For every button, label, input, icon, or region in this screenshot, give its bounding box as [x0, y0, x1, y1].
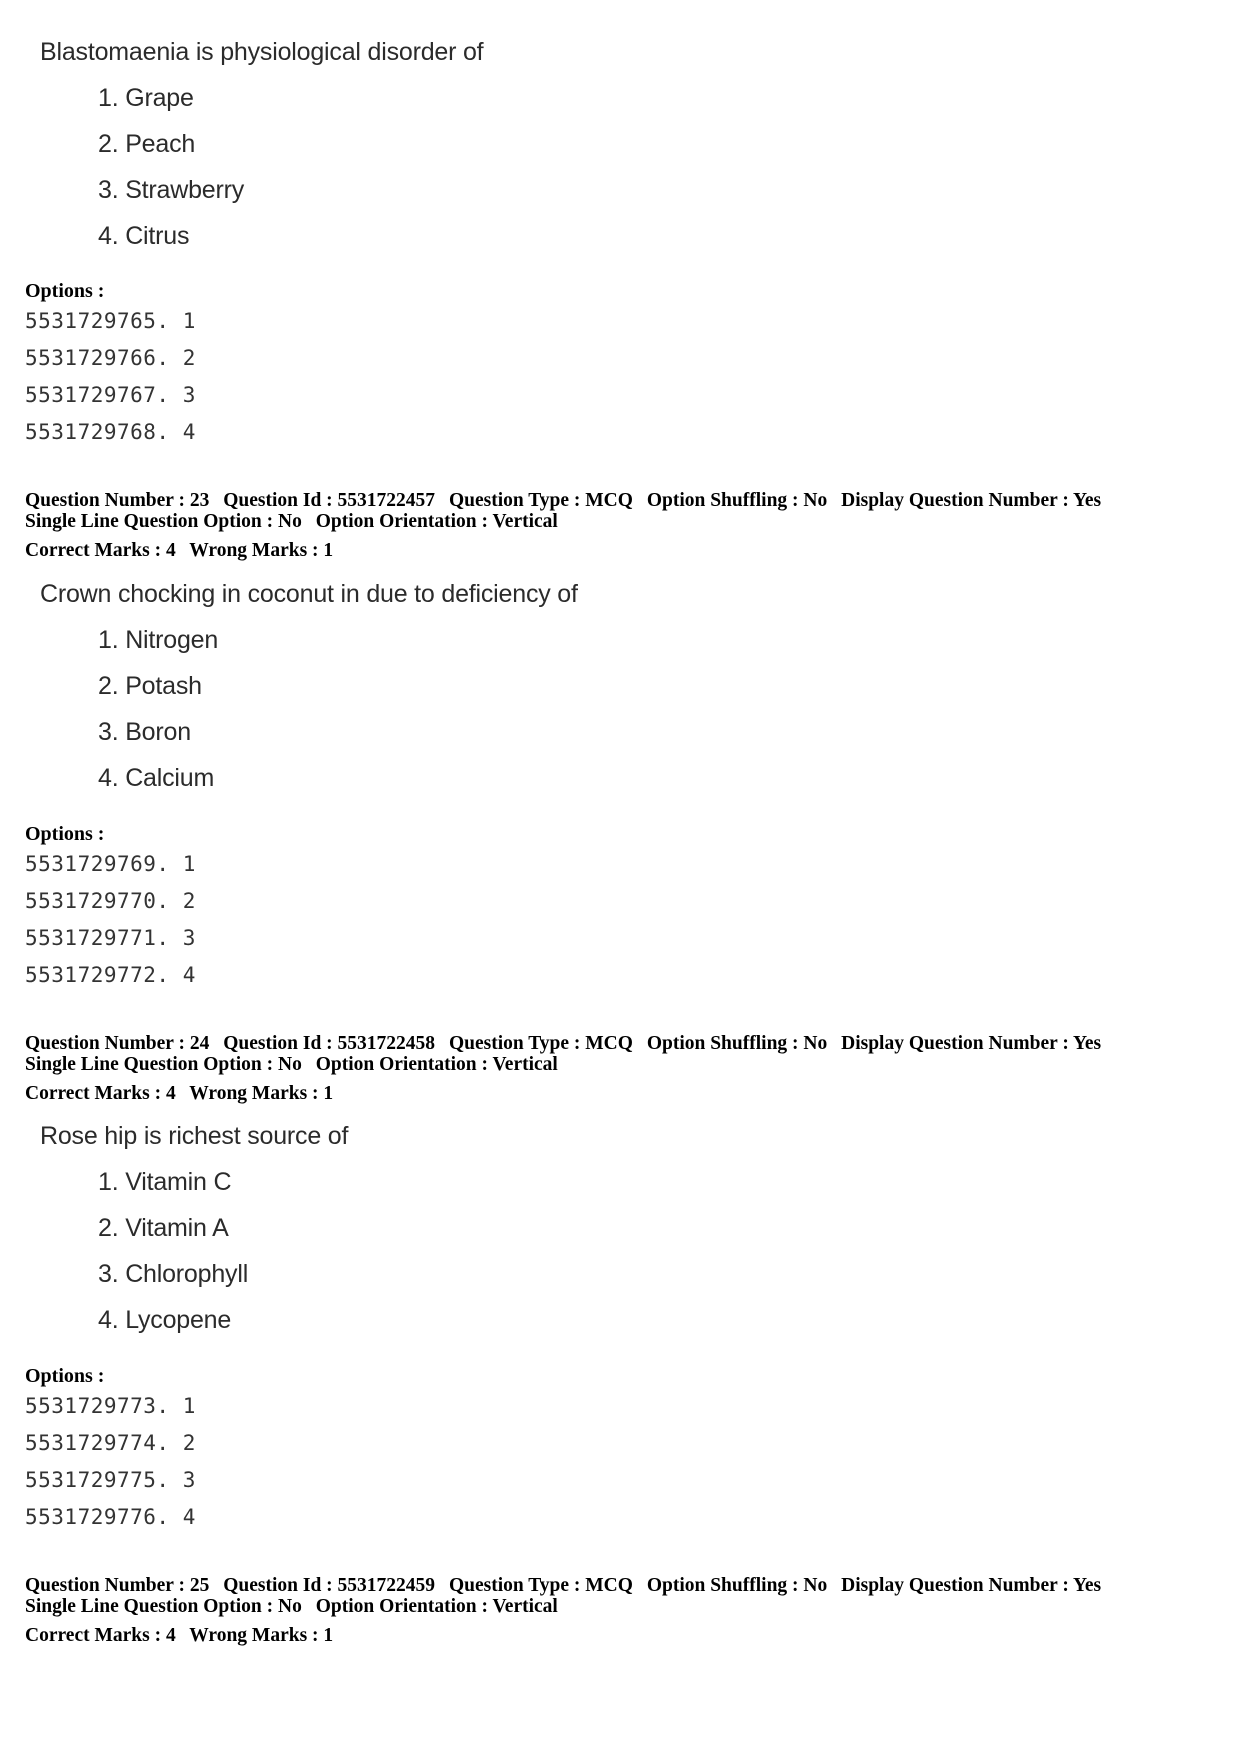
question-id: Question Id : 5531722458 [223, 1033, 436, 1054]
wrong-marks: Wrong Marks : 1 [189, 1625, 334, 1646]
question-number: Question Number : 23 [25, 490, 210, 511]
choice-item: 2. Peach [98, 130, 196, 158]
option-orientation: Option Orientation : Vertical [315, 1596, 558, 1617]
question-22-options [25, 279, 196, 451]
choice-item: 1. Nitrogen [98, 626, 219, 654]
options-label: Options : [25, 1365, 105, 1387]
options-label: Options : [25, 280, 105, 302]
question-22-content [40, 38, 740, 251]
single-line-question-option: Single Line Question Option : No [25, 1596, 302, 1617]
display-question-number: Display Question Number : Yes [841, 1033, 1102, 1054]
correct-marks: Correct Marks : 4 [25, 540, 176, 561]
question-22-text: Blastomaenia is physiological disorder of [40, 38, 484, 66]
question-24-meta [25, 1033, 1101, 1104]
single-line-question-option: Single Line Question Option : No [25, 511, 302, 532]
question-23-text: Crown chocking in coconut in due to deficiency of [40, 580, 578, 608]
option-shuffling: Option Shuffling : No [646, 1575, 828, 1596]
option-row: 5531729767. 3 [25, 383, 196, 407]
option-row: 5531729771. 3 [25, 926, 196, 950]
display-question-number: Display Question Number : Yes [841, 490, 1102, 511]
choice-item: 2. Vitamin A [98, 1214, 229, 1242]
choice-item: 1. Grape [98, 84, 194, 112]
question-number: Question Number : 25 [25, 1575, 210, 1596]
question-22-choices [40, 84, 740, 251]
choice-item: 4. Lycopene [98, 1306, 232, 1334]
option-row: 5531729768. 4 [25, 420, 196, 444]
option-shuffling: Option Shuffling : No [646, 1033, 828, 1054]
wrong-marks: Wrong Marks : 1 [189, 1083, 334, 1104]
question-23-meta [25, 490, 1101, 561]
option-row: 5531729776. 4 [25, 1505, 196, 1529]
question-24-options [25, 1364, 196, 1536]
correct-marks: Correct Marks : 4 [25, 1625, 176, 1646]
question-23-choices [40, 626, 740, 793]
question-25-meta [25, 1575, 1101, 1646]
option-row: 5531729774. 2 [25, 1431, 196, 1455]
correct-marks: Correct Marks : 4 [25, 1083, 176, 1104]
option-row: 5531729770. 2 [25, 889, 196, 913]
question-type: Question Type : MCQ [448, 1033, 633, 1054]
options-label: Options : [25, 823, 105, 845]
choice-item: 4. Calcium [98, 764, 215, 792]
question-type: Question Type : MCQ [448, 1575, 633, 1596]
option-row: 5531729765. 1 [25, 309, 196, 333]
question-id: Question Id : 5531722457 [223, 490, 436, 511]
option-orientation: Option Orientation : Vertical [315, 1054, 558, 1075]
question-24-content [40, 1122, 740, 1335]
display-question-number: Display Question Number : Yes [841, 1575, 1102, 1596]
question-type: Question Type : MCQ [448, 490, 633, 511]
question-23-content [40, 580, 740, 793]
question-24-text: Rose hip is richest source of [40, 1122, 349, 1150]
single-line-question-option: Single Line Question Option : No [25, 1054, 302, 1075]
question-23-options [25, 822, 196, 994]
choice-item: 4. Citrus [98, 222, 190, 250]
wrong-marks: Wrong Marks : 1 [189, 540, 334, 561]
option-row: 5531729769. 1 [25, 852, 196, 876]
choice-item: 3. Boron [98, 718, 191, 746]
question-id: Question Id : 5531722459 [223, 1575, 436, 1596]
choice-item: 3. Strawberry [98, 176, 245, 204]
question-24-choices [40, 1168, 740, 1335]
option-row: 5531729773. 1 [25, 1394, 196, 1418]
question-number: Question Number : 24 [25, 1033, 210, 1054]
option-row: 5531729766. 2 [25, 346, 196, 370]
choice-item: 3. Chlorophyll [98, 1260, 249, 1288]
option-row: 5531729775. 3 [25, 1468, 196, 1492]
option-row: 5531729772. 4 [25, 963, 196, 987]
option-orientation: Option Orientation : Vertical [315, 511, 558, 532]
choice-item: 2. Potash [98, 672, 202, 700]
option-shuffling: Option Shuffling : No [646, 490, 828, 511]
choice-item: 1. Vitamin C [98, 1168, 232, 1196]
